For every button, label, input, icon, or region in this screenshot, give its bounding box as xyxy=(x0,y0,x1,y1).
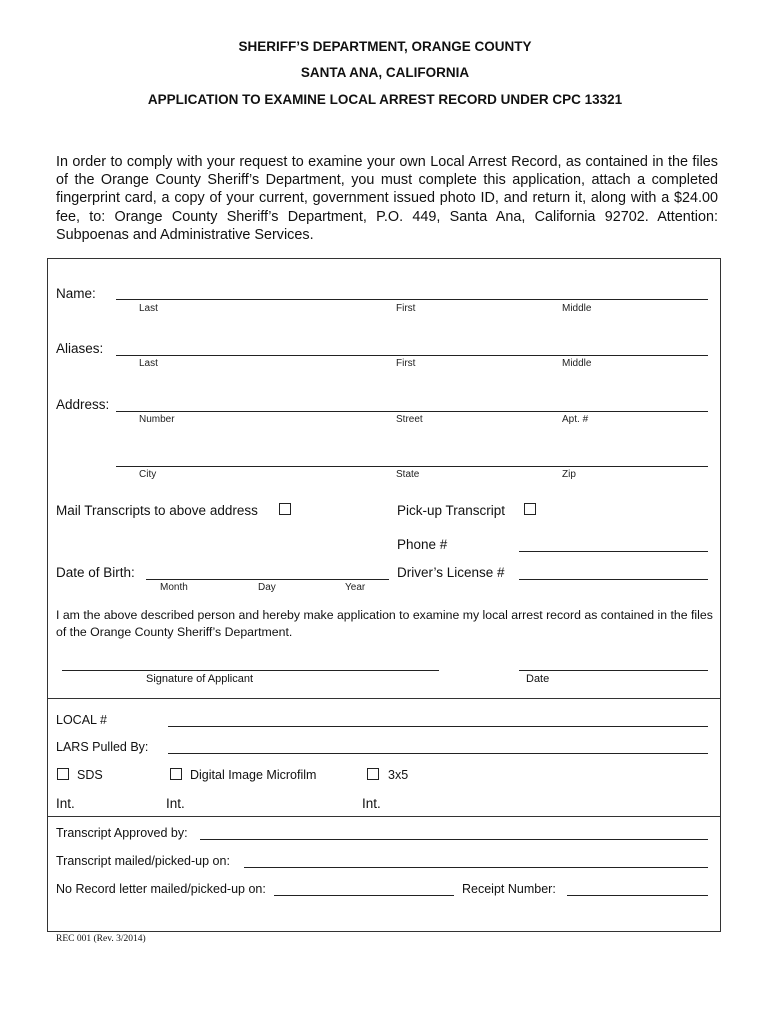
date-line[interactable] xyxy=(519,670,708,671)
name-first-caption: First xyxy=(396,303,416,314)
address-input-line-2[interactable] xyxy=(116,466,708,467)
declaration-text: I am the above described person and hereby make application to examine my local arrest record as contained in the files of the Orange County Sheriff’s Department. xyxy=(56,608,713,639)
address-street-caption: Street xyxy=(396,414,423,425)
dob-month-caption: Month xyxy=(160,582,188,593)
int-label-3: Int. xyxy=(362,796,381,811)
pickup-transcript-checkbox[interactable] xyxy=(524,503,536,515)
no-record-line[interactable] xyxy=(274,895,454,896)
address-label: Address: xyxy=(56,397,110,412)
pickup-transcript-label: Pick-up Transcript xyxy=(397,503,506,518)
mail-transcripts-label: Mail Transcripts to above address xyxy=(56,503,258,518)
microfilm-checkbox[interactable] xyxy=(170,768,182,780)
address-city-caption: City xyxy=(139,469,157,480)
local-number-line[interactable] xyxy=(168,726,708,727)
local-number-label: LOCAL # xyxy=(56,713,107,727)
signature-line[interactable] xyxy=(62,670,439,671)
int-label-2: Int. xyxy=(166,796,185,811)
address-input-line-1[interactable] xyxy=(116,411,708,412)
aliases-middle-caption: Middle xyxy=(562,358,592,369)
aliases-input-line[interactable] xyxy=(116,355,708,356)
receipt-number-label: Receipt Number: xyxy=(462,882,556,896)
address-number-caption: Number xyxy=(139,414,175,425)
phone-label: Phone # xyxy=(397,537,448,552)
microfilm-label: Digital Image Microfilm xyxy=(190,768,317,782)
name-input-line[interactable] xyxy=(116,299,708,300)
section-divider-transcript xyxy=(47,816,721,817)
lars-pulled-label: LARS Pulled By: xyxy=(56,740,149,754)
name-label: Name: xyxy=(56,286,96,301)
aliases-last-caption: Last xyxy=(139,358,158,369)
dob-input-line[interactable] xyxy=(146,579,389,580)
aliases-label: Aliases: xyxy=(56,341,104,356)
dob-year-caption: Year xyxy=(345,582,366,593)
three-by-five-label: 3x5 xyxy=(388,768,409,782)
intro-paragraph: In order to comply with your request to examine your own Local Arrest Record, as contained in the files of the Orange County Sheriff’s Department, you must complete this application, attach a completed fingerprint card, a copy of your current, government issued photo ID, and return it, along with a $24.00 fee, to: Orange County Sheriff’s Department, P.O. 449, Santa Ana, California 92702. Attention: Subpoenas and Administrative Services. xyxy=(56,154,718,243)
transcript-approved-line[interactable] xyxy=(200,839,708,840)
phone-input-line[interactable] xyxy=(519,551,708,552)
dob-day-caption: Day xyxy=(258,582,276,593)
int-label-1: Int. xyxy=(56,796,75,811)
address-apt-caption: Apt. # xyxy=(562,414,589,425)
address-zip-caption: Zip xyxy=(562,469,576,480)
address-state-caption: State xyxy=(396,469,420,480)
name-last-caption: Last xyxy=(139,303,158,314)
transcript-mailed-label: Transcript mailed/picked-up on: xyxy=(56,854,230,868)
form-title: APPLICATION TO EXAMINE LOCAL ARREST RECORD UNDER CPC 13321 xyxy=(147,92,623,107)
section-divider-office xyxy=(47,698,721,699)
aliases-first-caption: First xyxy=(396,358,416,369)
signature-caption: Signature of Applicant xyxy=(146,673,254,685)
date-caption: Date xyxy=(526,673,550,685)
header-line-2: SANTA ANA, CALIFORNIA xyxy=(300,65,470,80)
transcript-mailed-line[interactable] xyxy=(244,867,708,868)
lars-pulled-line[interactable] xyxy=(168,753,708,754)
dob-label: Date of Birth: xyxy=(56,565,135,580)
sds-label: SDS xyxy=(77,768,103,782)
form-revision-footer: REC 001 (Rev. 3/2014) xyxy=(56,934,146,944)
drivers-license-input-line[interactable] xyxy=(519,579,708,580)
no-record-label: No Record letter mailed/picked-up on: xyxy=(56,882,266,896)
three-by-five-checkbox[interactable] xyxy=(367,768,379,780)
receipt-number-line[interactable] xyxy=(567,895,708,896)
transcript-approved-label: Transcript Approved by: xyxy=(56,826,188,840)
header-line-1: SHERIFF’S DEPARTMENT, ORANGE COUNTY xyxy=(238,39,532,54)
mail-transcripts-checkbox[interactable] xyxy=(279,503,291,515)
name-middle-caption: Middle xyxy=(562,303,592,314)
drivers-license-label: Driver’s License # xyxy=(397,565,505,580)
sds-checkbox[interactable] xyxy=(57,768,69,780)
